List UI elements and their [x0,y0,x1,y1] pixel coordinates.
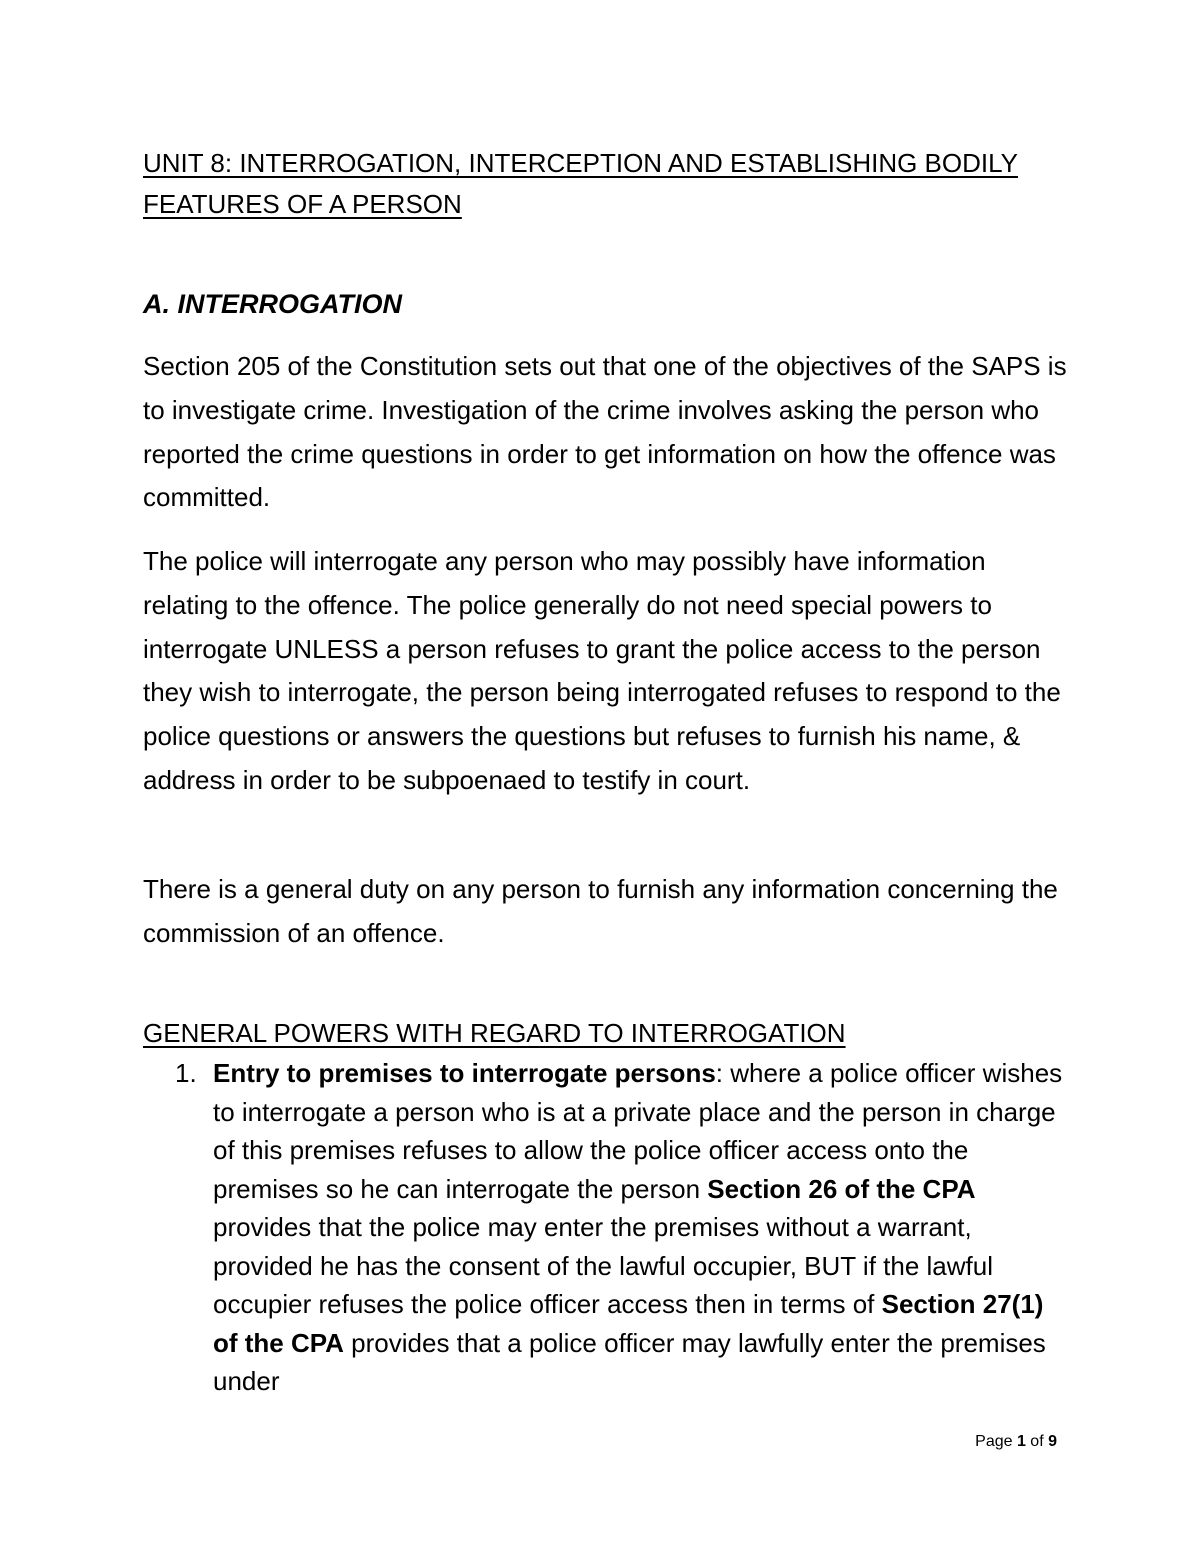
page-footer [975,1432,1057,1452]
list-item-text-3: provides that a police officer may lawfully enter the premises under [213,1327,1046,1396]
general-powers-heading: GENERAL POWERS WITH REGARD TO INTERROGATION [143,1018,846,1048]
paragraph-constitution: Section 205 of the Constitution sets out that one of the objectives of the SAPS is to investigate crime. Investigation of the crime involves asking the person who reported the crime questions in order to get information on how the offence was committed. [143,351,1067,513]
paragraph-police-interrogate: The police will interrogate any person who may possibly have information relating to the offence. The police generally do not need special powers to interrogate UNLESS a person refuses to grant the police access to the person they wish to interrogate, the person being interrogated refuses to respond to the police questions or answers the questions but refuses to furnish his name, & address in order to be subpoenaed to testify in court. [143,546,1061,795]
section-26-reference: Section 26 of the CPA [707,1173,976,1204]
section-heading-interrogation: A. INTERROGATION [143,289,402,319]
list-item-number: 1. [175,1058,197,1088]
page-label: Page [975,1433,1017,1450]
list-item-bold-lead: Entry to premises to interrogate persons [213,1058,716,1088]
list-item-text-1: : where a police officer wishes to interrogate a person who is at a private place and the person in charge of this premises refuses to allow the police officer access onto the premises so he can interrogate the person [213,1058,1063,1204]
page-of-label: of [1025,1433,1049,1450]
unit-heading: UNIT 8: INTERROGATION, INTERCEPTION AND ESTABLISHING BODILY FEATURES OF A PERSON [143,148,1018,219]
list-item-body [213,1054,1073,1401]
page-number: 1 [1016,1433,1026,1450]
paragraph-general-duty: There is a general duty on any person to furnish any information concerning the commission of an offence. [143,874,1058,948]
page-total: 9 [1048,1433,1057,1450]
section-27-reference: Section 27(1) of the CPA [213,1289,1044,1358]
list-item-text-2: provides that the police may enter the premises without a warrant, provided he has the consent of the lawful occupier, BUT if the lawful occupier refuses the police officer access then in terms of [213,1212,993,1319]
